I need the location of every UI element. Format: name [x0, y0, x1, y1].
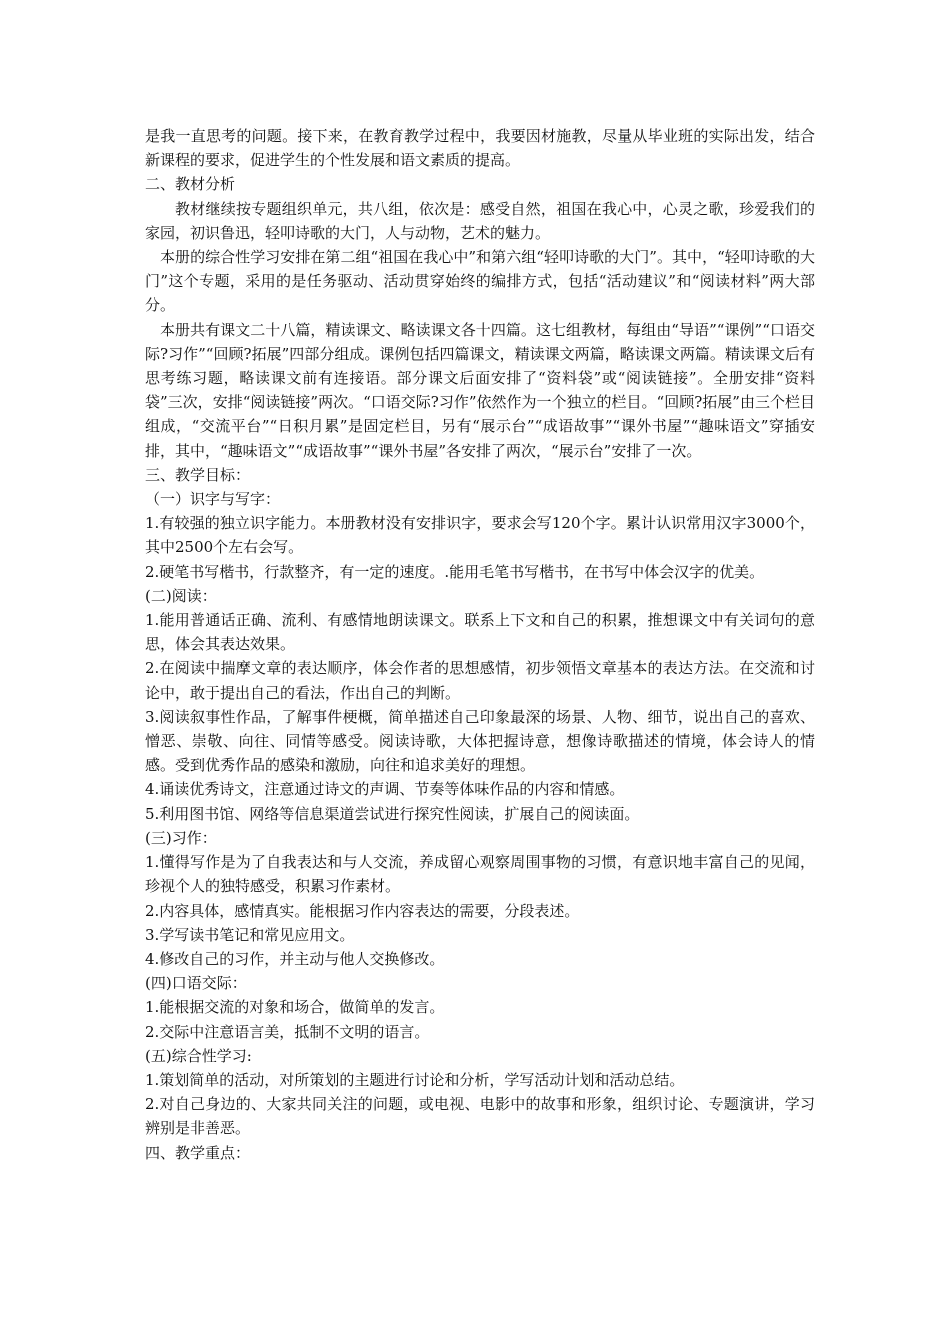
- list-item: 1.能用普通话正确、流利、有感情地朗读课文。联系上下文和自己的积累，推想课文中有关词句的意思，体会其表达效果。: [145, 611, 815, 654]
- section-heading-teaching-goals: 三、教学目标：: [145, 465, 251, 484]
- subheading-literacy-writing: （一）识字与写字：: [145, 490, 281, 509]
- document-body: [145, 124, 815, 1165]
- subheading-oral-communication: (四)口语交际：: [145, 974, 247, 993]
- list-item: 5.利用图书馆、网络等信息渠道尝试进行探究性阅读，扩展自己的阅读面。: [145, 804, 640, 823]
- section-heading-textbook-analysis: 二、教材分析: [145, 175, 236, 194]
- paragraph-lesson-structure: 本册共有课文二十八篇，精读课文、略读课文各十四篇。这七组教材，每组由“导语”“课例”“口语交际?习作”“回顾?拓展”四部分组成。课例包括四篇课文，精读课文两篇，略读课文两篇。精读课文后有思考练习题，略读课文前有连接语。部分课文后面安排了“资料袋”或“阅读链接”。全册安排“资料袋”三次，安排“阅读链接”两次。“口语交际?习作”依然作为一个独立的栏目。“回顾?拓展”由三个栏目组成，“交流平台”“日积月累”是固定栏目，另有“展示台”“成语故事”“课外书屋”“趣味语文”穿插安排，其中，“趣味语文”“成语故事”“课外书屋”各安排了两次，“展示台”安排了一次。: [145, 320, 815, 460]
- list-item: 1.懂得写作是为了自我表达和与人交流，养成留心观察周围事物的习惯，有意识地丰富自己的见闻，珍视个人的独特感受，积累习作素材。: [145, 853, 815, 896]
- list-item: 4.修改自己的习作，并主动与他人交换修改。: [145, 949, 445, 968]
- list-item: 3.阅读叙事性作品，了解事件梗概，简单描述自己印象最深的场景、人物、细节，说出自己的喜欢、憎恶、崇敬、向往、同情等感受。阅读诗歌，大体把握诗意，想像诗歌描述的情境，体会诗人的情感。受到优秀作品的感染和激励，向往和追求美好的理想。: [145, 707, 815, 775]
- list-item: 4.诵读优秀诗文，注意通过诗文的声调、节奏等体味作品的内容和情感。: [145, 780, 625, 799]
- list-item: 2.在阅读中揣摩文章的表达顺序，体会作者的思想感情，初步领悟文章基本的表达方法。在交流和讨论中，敢于提出自己的看法，作出自己的判断。: [145, 659, 815, 702]
- list-item: 2.交际中注意语言美，抵制不文明的语言。: [145, 1022, 430, 1041]
- list-item: 2.硬笔书写楷书，行款整齐，有一定的速度。.能用毛笔书写楷书，在书写中体会汉字的优美。: [145, 562, 765, 581]
- subheading-reading: (二)阅读：: [145, 586, 217, 605]
- paragraph-units-overview: 教材继续按专题组织单元，共八组，依次是：感受自然，祖国在我心中，心灵之歌，珍爱我们的家园，初识鲁迅，轻叩诗歌的大门，人与动物，艺术的魅力。: [145, 199, 815, 242]
- list-item: 1.策划简单的活动，对所策划的主题进行讨论和分析，学写活动计划和活动总结。: [145, 1070, 685, 1089]
- list-item: 1.有较强的独立识字能力。本册教材没有安排识字，要求会写120个字。累计认识常用汉字3000个，其中2500个左右会写。: [145, 514, 815, 557]
- list-item: 3.学写读书笔记和常见应用文。: [145, 925, 355, 944]
- paragraph-integrated-learning: 本册的综合性学习安排在第二组“祖国在我心中”和第六组“轻叩诗歌的大门”。其中，“轻叩诗歌的大门”这个专题，采用的是任务驱动、活动贯穿始终的编排方式，包括“活动建议”和“阅读材料”两大部分。: [145, 248, 815, 315]
- subheading-comprehensive-learning: (五)综合性学习:: [145, 1046, 252, 1065]
- section-heading-teaching-focus: 四、教学重点：: [145, 1143, 251, 1162]
- list-item: 1.能根据交流的对象和场合，做简单的发言。: [145, 998, 445, 1017]
- list-item: 2.内容具体，感情真实。能根据习作内容表达的需要，分段表述。: [145, 901, 580, 920]
- paragraph-intro-continuation: 是我一直思考的问题。接下来，在教育教学过程中，我要因材施教，尽量从毕业班的实际出发，结合新课程的要求，促进学生的个性发展和语文素质的提高。: [145, 127, 815, 170]
- list-item: 2.对自己身边的、大家共同关注的问题，或电视、电影中的故事和形象，组织讨论、专题演讲，学习辨别是非善恶。: [145, 1095, 815, 1138]
- subheading-composition: (三)习作：: [145, 828, 217, 847]
